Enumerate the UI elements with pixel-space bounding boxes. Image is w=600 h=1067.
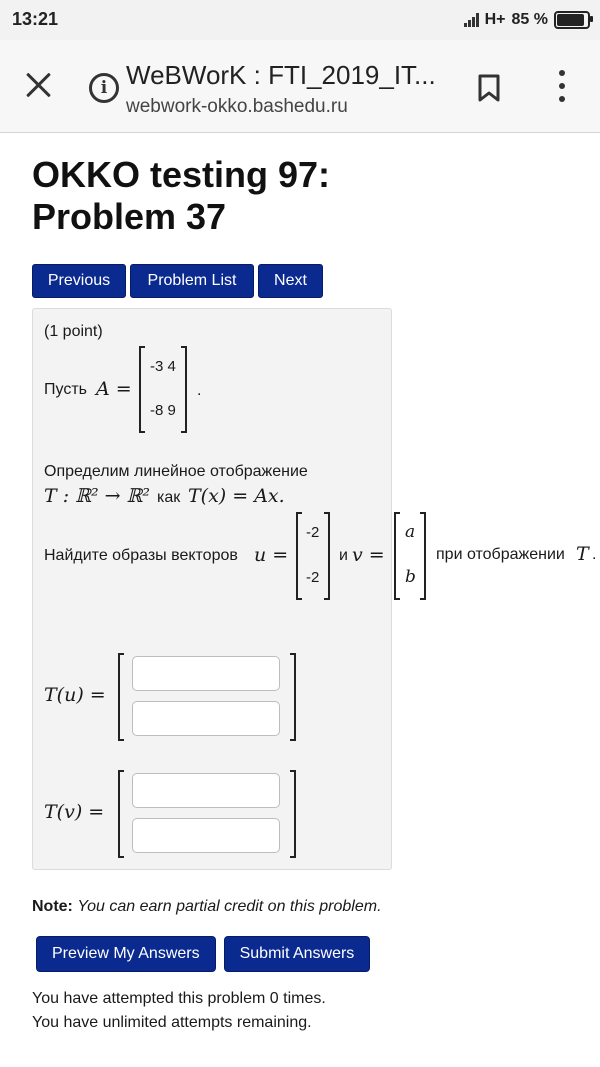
tv-component-2-input[interactable]	[132, 818, 280, 853]
status-time: 13:21	[12, 9, 59, 29]
tu-component-1-input[interactable]	[132, 656, 280, 691]
matrix-a-row2: -8 9	[150, 402, 176, 419]
problem-panel	[32, 308, 416, 870]
matrix-a-row1: -3 4	[150, 358, 176, 375]
battery-percent: 85 %	[511, 11, 548, 28]
previous-button[interactable]: Previous	[32, 264, 126, 298]
vector-u-row2: -2	[306, 569, 320, 586]
tv-left-bracket	[118, 770, 124, 858]
tu-right-bracket	[290, 653, 296, 741]
vector-u-left-bracket	[296, 512, 302, 600]
network-type: H+	[484, 11, 506, 28]
tv-label: T(v) =	[44, 801, 105, 823]
tu-component-2-input[interactable]	[132, 701, 280, 736]
tv-component-1-input[interactable]	[132, 773, 280, 808]
problem-navigation	[32, 264, 323, 298]
matrix-a-right-bracket	[181, 346, 187, 433]
vector-v-row2: b	[405, 567, 416, 587]
answer-actions	[36, 936, 370, 972]
next-button[interactable]: Next	[258, 264, 323, 298]
browser-url[interactable]: webwork-okko.bashedu.ru	[126, 96, 348, 117]
submit-answers-button[interactable]: Submit Answers	[224, 936, 371, 972]
tv-right-bracket	[290, 770, 296, 858]
find-text: Найдите образы векторов	[44, 547, 238, 564]
vector-v-symbol: v =	[352, 544, 385, 566]
map-t-symbol: T	[576, 543, 589, 565]
attempts-remaining-text: You have unlimited attempts remaining.	[32, 1014, 312, 1031]
vector-v-row1: a	[405, 522, 416, 542]
let-text: Пусть	[44, 381, 87, 398]
bookmark-icon[interactable]	[478, 74, 500, 102]
preview-answers-button[interactable]: Preview My Answers	[36, 936, 216, 972]
status-indicators	[464, 9, 590, 31]
info-icon[interactable]: i	[89, 73, 119, 103]
tu-label: T(u) =	[44, 684, 106, 706]
signal-icon	[464, 13, 479, 27]
map-t-period: .	[592, 546, 597, 563]
map-definition: T(x) = Ax.	[188, 485, 285, 507]
note-label: Note:	[32, 898, 73, 915]
status-bar	[0, 0, 600, 40]
partial-credit-note	[32, 898, 382, 916]
under-map-text: при отображении	[436, 546, 565, 563]
as-text: как	[157, 489, 181, 506]
note-text: You can earn partial credit on this problem.	[77, 898, 382, 915]
page-title: OKKO testing 97: Problem 37	[32, 154, 331, 237]
browser-page-title: WeBWorK : FTI_2019_IT...	[126, 60, 436, 90]
vector-u-row1: -2	[306, 524, 320, 541]
problem-list-button[interactable]: Problem List	[130, 264, 254, 298]
vector-v-left-bracket	[394, 512, 400, 600]
map-signature: T : ℝ² → ℝ²	[44, 485, 150, 507]
vector-u-symbol: u =	[254, 544, 289, 566]
matrix-a-left-bracket	[139, 346, 145, 433]
tu-left-bracket	[118, 653, 124, 741]
matrix-a-period: .	[197, 382, 202, 399]
close-icon[interactable]	[24, 70, 54, 100]
vector-u-right-bracket	[324, 512, 330, 600]
and-text: и	[339, 547, 348, 564]
define-text: Определим линейное отображение	[44, 463, 308, 480]
battery-icon	[554, 11, 590, 29]
vector-v-right-bracket	[420, 512, 426, 600]
points-label: (1 point)	[44, 323, 103, 340]
menu-icon[interactable]	[556, 70, 568, 102]
matrix-a-symbol: A =	[96, 378, 132, 400]
browser-toolbar	[0, 40, 600, 133]
attempts-count-text: You have attempted this problem 0 times.	[32, 990, 326, 1007]
